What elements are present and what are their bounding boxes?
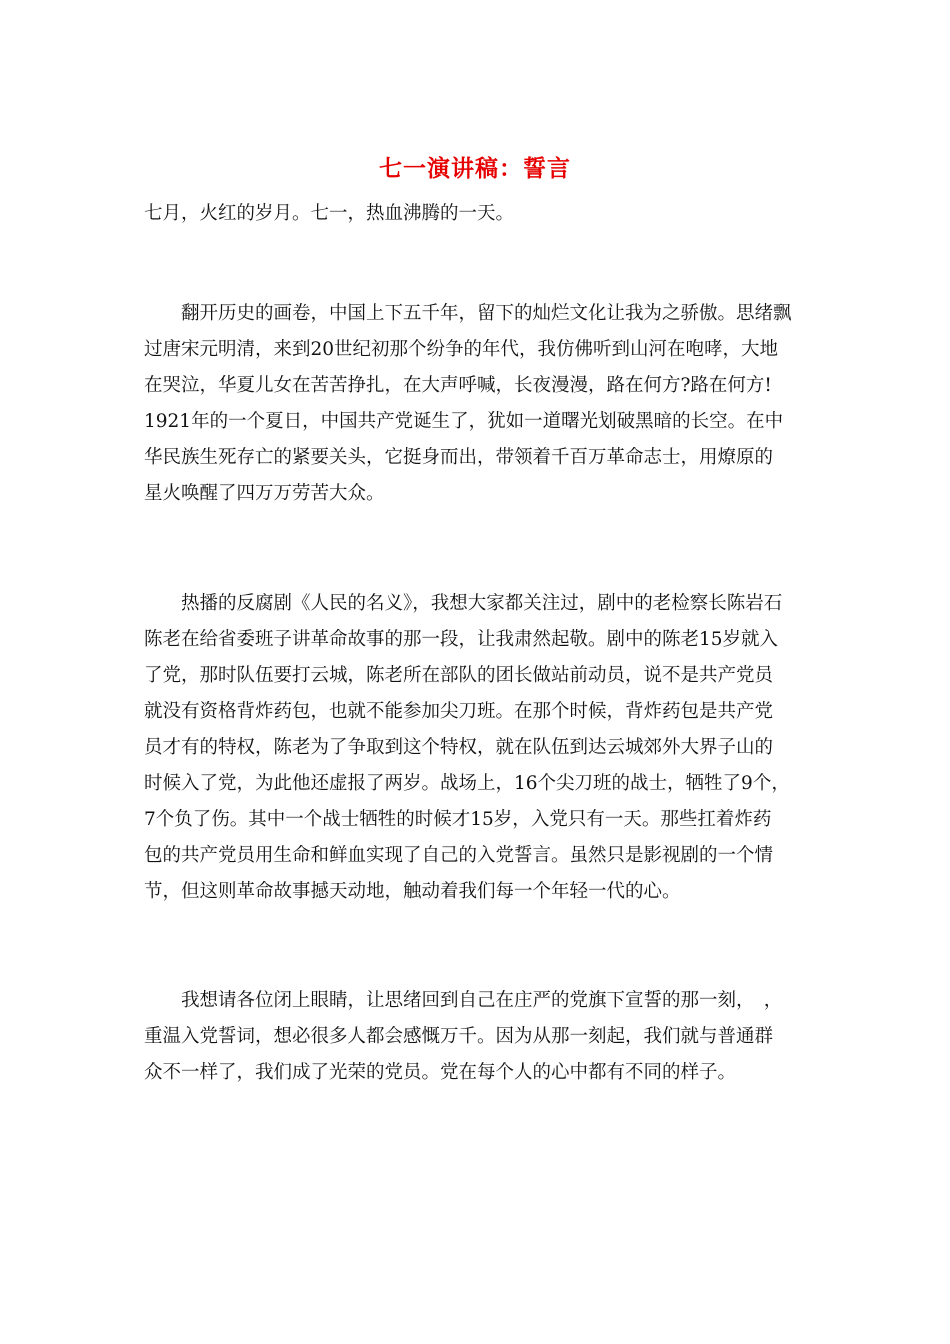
paragraph-line: 陈老在给省委班子讲革命故事的那一段，让我肃然起敬。剧中的陈老15岁就入 [144, 629, 779, 650]
paragraph-line: 我想请各位闭上眼睛，让思绪回到自己在庄严的党旗下宣誓的那一刻， ， [144, 990, 783, 1011]
paragraph-oath [144, 983, 809, 1091]
paragraph-line: 翻开历史的画卷，中国上下五千年，留下的灿烂文化让我为之骄傲。思绪飘 [144, 303, 792, 324]
document-title: 七一演讲稿：誓言 [379, 155, 571, 182]
paragraph-line: 过唐宋元明清，来到20世纪初那个纷争的年代，我仿佛听到山河在咆哮，大地 [144, 339, 779, 360]
paragraph-line: 众不一样了，我们成了光荣的党员。党在每个人的心中都有不同的样子。 [144, 1062, 737, 1083]
paragraph-history [144, 296, 809, 512]
paragraph-line: 包的共产党员用生命和鲜血实现了自己的入党誓言。虽然只是影视剧的一个情 [144, 845, 774, 866]
paragraph-line: 热播的反腐剧《人民的名义》，我想大家都关注过，剧中的老检察长陈岩石 [144, 593, 783, 614]
paragraph-line: 节，但这则革命故事撼天动地，触动着我们每一个年轻一代的心。 [144, 881, 681, 902]
paragraph-line: 了党，那时队伍要打云城，陈老所在部队的团长做站前动员，说不是共产党员 [144, 665, 774, 686]
paragraph-tv-drama [144, 586, 809, 910]
intro-line: 七月，火红的岁月。七一，热血沸腾的一天。 [144, 203, 515, 224]
paragraph-line: 7个负了伤。其中一个战士牺牲的时候才15岁，入党只有一天。那些扛着炸药 [144, 809, 772, 830]
paragraph-line: 重温入党誓词，想必很多人都会感慨万千。因为从那一刻起，我们就与普通群 [144, 1026, 774, 1047]
paragraph-line: 员才有的特权，陈老为了争取到这个特权，就在队伍到达云城郊外大界子山的 [144, 737, 774, 758]
paragraph-line: 时候入了党，为此他还虚报了两岁。战场上，16个尖刀班的战士，牺牲了9个， [144, 773, 790, 794]
paragraph-line: 华民族生死存亡的紧要关头，它挺身而出，带领着千百万革命志士，用燎原的 [144, 447, 774, 468]
paragraph-line: 1921年的一个夏日，中国共产党诞生了，犹如一道曙光划破黑暗的长空。在中 [144, 411, 784, 432]
paragraph-line: 就没有资格背炸药包，也就不能参加尖刀班。在那个时候，背炸药包是共产党 [144, 701, 774, 722]
paragraph-line: 星火唤醒了四万万劳苦大众。 [144, 483, 385, 504]
paragraph-line: 在哭泣，华夏儿女在苦苦挣扎，在大声呼喊，长夜漫漫，路在何方?路在何方! [144, 375, 772, 396]
